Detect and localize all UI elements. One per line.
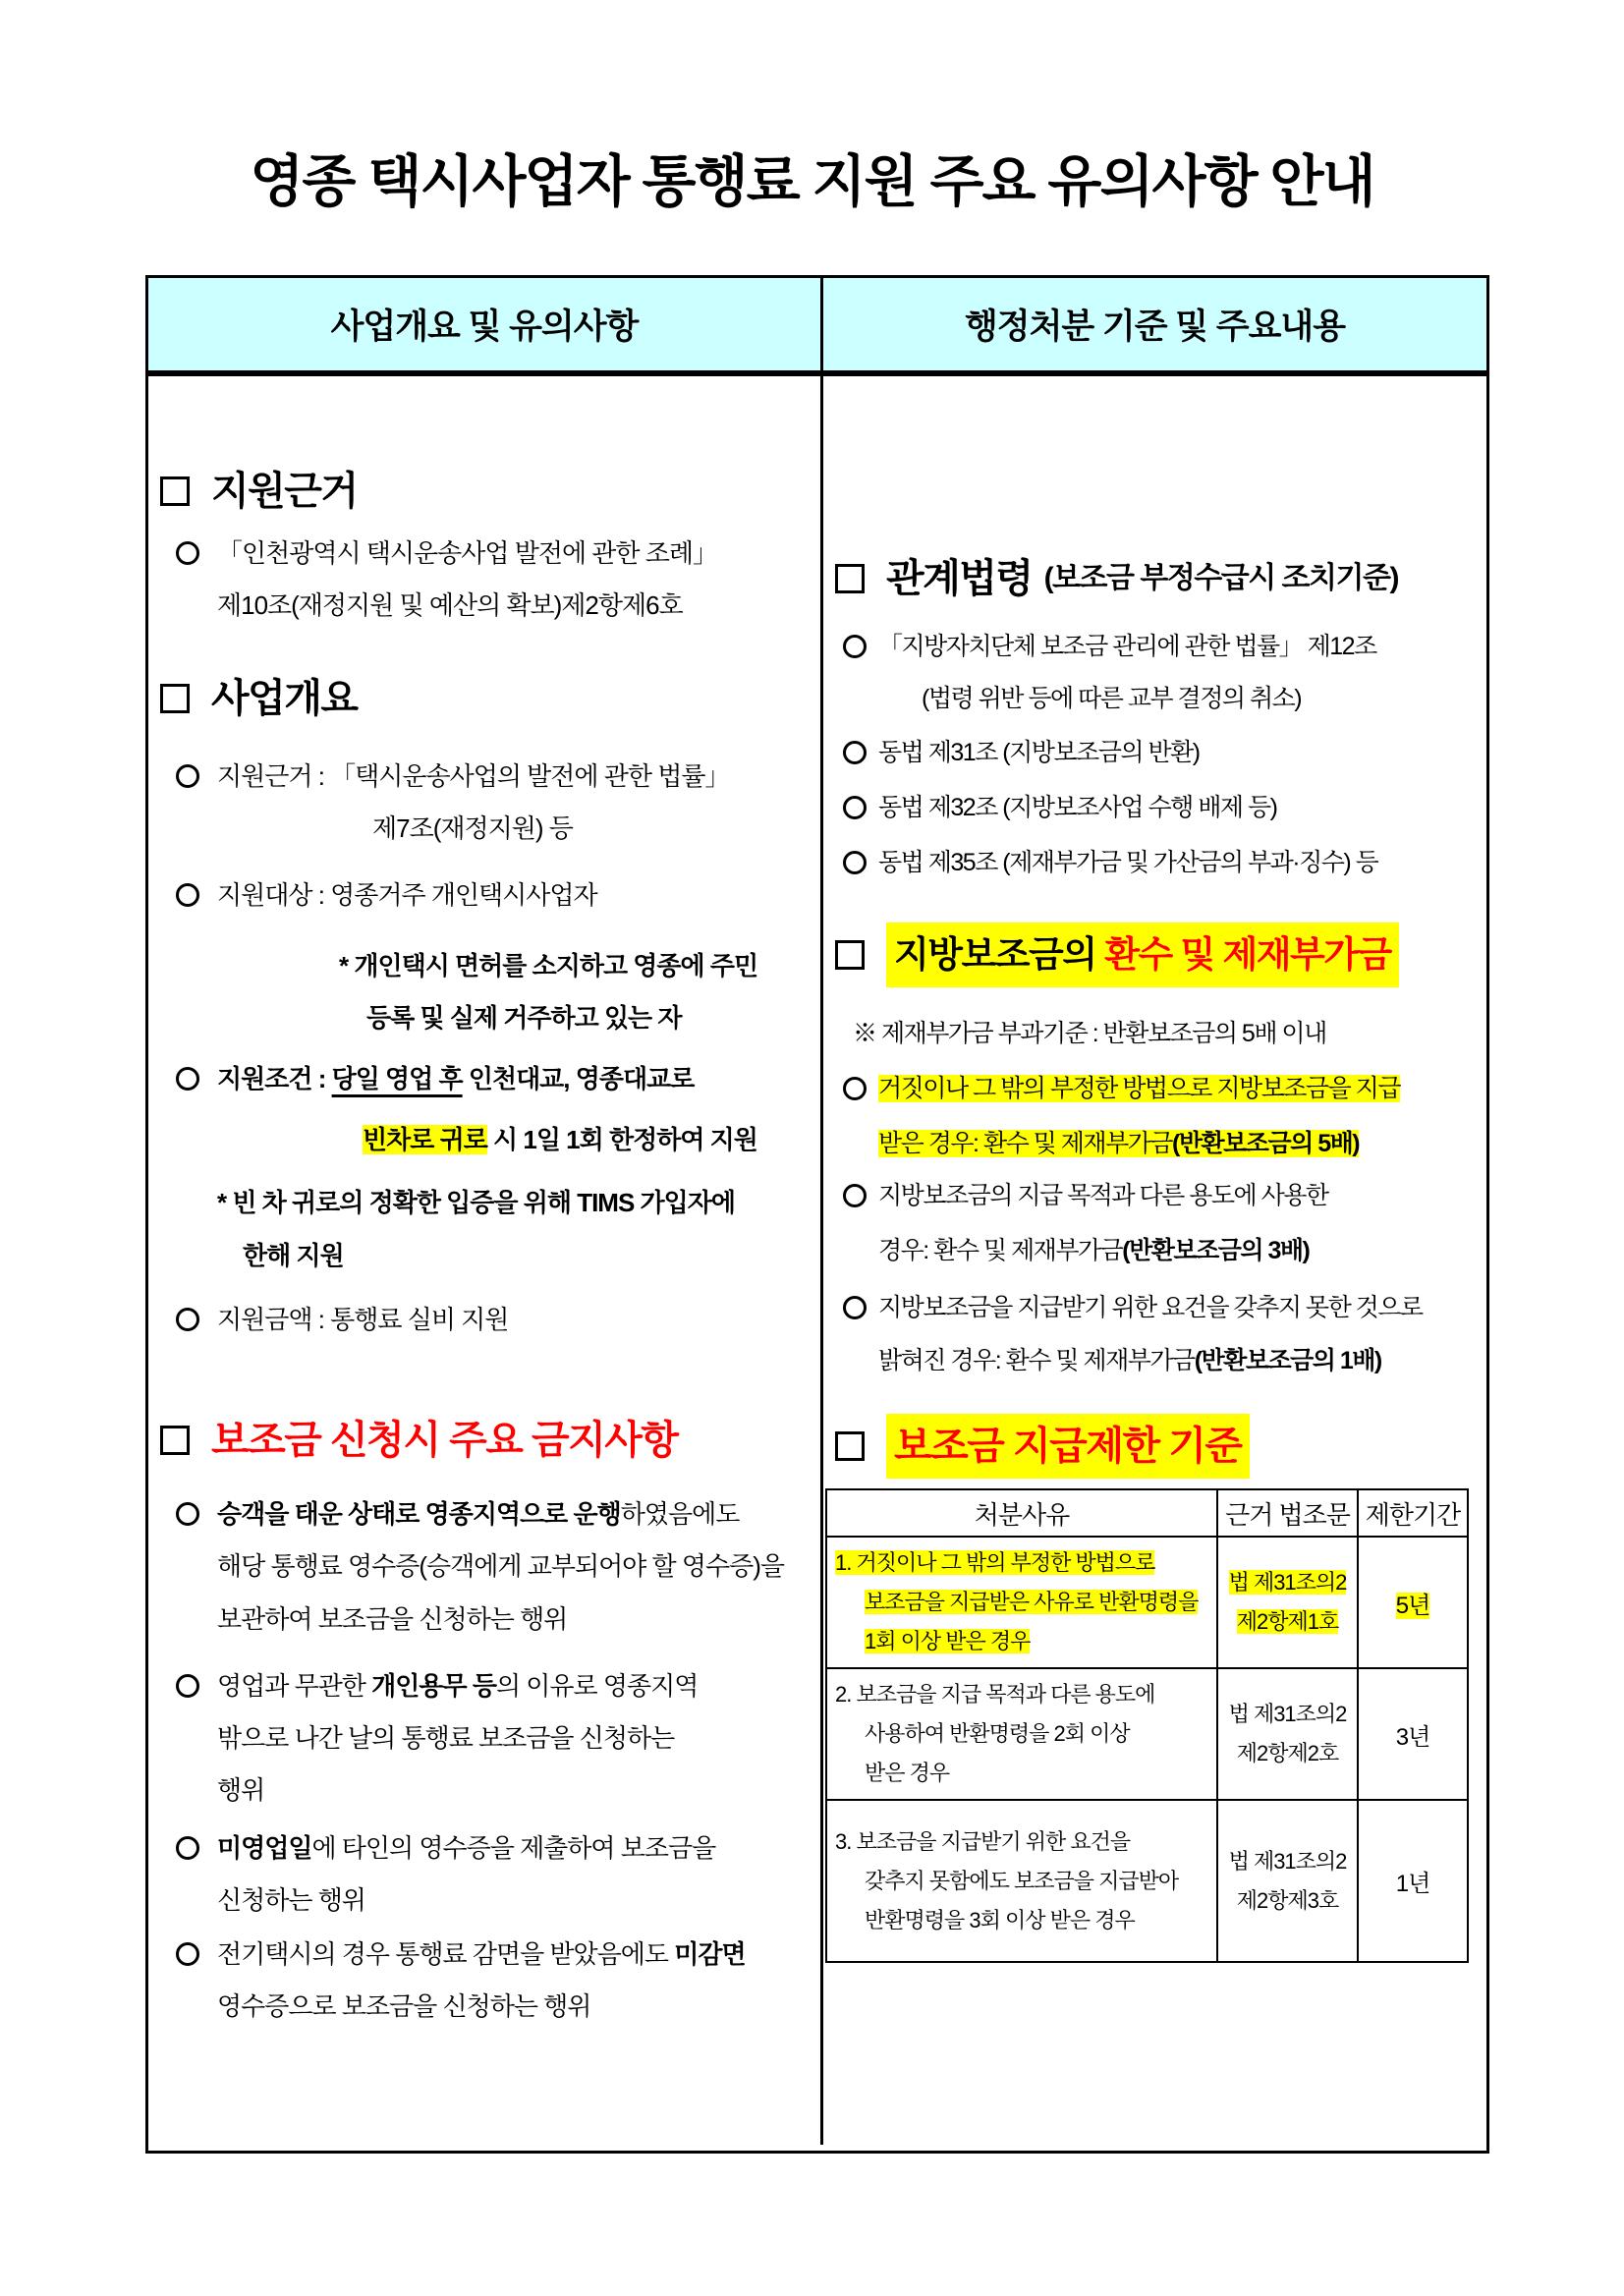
circle-bullet-icon [176, 1674, 199, 1698]
list-item-continuation: 영수증으로 보조금을 신청하는 행위 [217, 1991, 591, 2021]
footnote-continuation: 등록 및 실제 거주하고 있는 자 [366, 1003, 682, 1033]
heading-recovery-penalty [823, 923, 1486, 987]
list-item-text: 동법 제35조 (제재부가금 및 가산금의 부과·징수) 등 [878, 849, 1378, 876]
table-body-row [148, 376, 1486, 2145]
circle-bullet-icon [176, 1942, 199, 1966]
list-item [823, 1063, 1486, 1115]
limit-table-row [826, 1800, 1468, 1962]
list-item [148, 869, 820, 922]
list-item [823, 837, 1486, 889]
list-item-continuation: 밖으로 나간 날의 통행료 보조금을 신청하는 [217, 1723, 675, 1753]
cell-text: 제2항제2호 [1236, 1741, 1339, 1765]
list-item-continuation: 보관하여 보조금을 신청하는 행위 [217, 1604, 568, 1634]
list-item-continuation: 제10조(재정지원 및 예산의 확보)제2항제6호 [217, 590, 683, 620]
circle-bullet-icon [843, 796, 867, 819]
cell-text: 갖추지 못함에도 보조금을 지급받아 [865, 1868, 1179, 1893]
heading-text: 보조금 신청시 주요 금지사항 [211, 1419, 678, 1462]
highlighted-heading-red: 보조금 지급제한 기준 [886, 1414, 1250, 1479]
circle-bullet-icon [176, 1502, 199, 1526]
heading-prohibited-acts [148, 1410, 820, 1471]
highlighted-heading [886, 923, 1399, 987]
list-item-text: 동법 제32조 (지방보조사업 수행 배제 등) [878, 794, 1277, 821]
heading-text: 사업개요 [211, 677, 358, 720]
cell-text: 제2항제1호 [1236, 1609, 1339, 1634]
circle-bullet-icon [843, 1296, 867, 1319]
highlighted-text: 빈차로 귀로 [363, 1125, 487, 1154]
page-title: 영종 택시사업자 통행료 지원 주요 유의사항 안내 [250, 150, 1374, 213]
footnote: * 개인택시 면허를 소지하고 영종에 주민 [339, 951, 758, 980]
cell-text: 법 제31조의2 [1228, 1570, 1347, 1595]
list-item [823, 1282, 1486, 1334]
emphasized-text: 미영업일 [217, 1833, 312, 1863]
list-item-label: 지원조건 : [217, 1064, 332, 1093]
highlighted-text: 받은 경우: 환수 및 제재부가금(반환보조금의 5배) [878, 1130, 1360, 1157]
list-item [823, 727, 1486, 779]
cell-text: 2. 보조금을 지급 목적과 다른 용도에 [835, 1682, 1155, 1707]
cell-text: 제2항제3호 [1236, 1887, 1339, 1913]
footnote-continuation: 한해 지원 [243, 1241, 344, 1270]
header-cell-overview: 사업개요 및 유의사항 [148, 278, 823, 370]
column-header-reason: 처분사유 [826, 1489, 1217, 1537]
circle-bullet-icon [176, 1067, 199, 1091]
list-item-text: 「인천광역시 택시운송사업 발전에 관한 조례」 [217, 538, 717, 568]
circle-bullet-icon [843, 1184, 867, 1207]
list-item-text: 전기택시의 경우 통행료 감면을 받았음에도 [217, 1939, 675, 1969]
circle-bullet-icon [843, 851, 867, 874]
list-item-continuation: (법령 위반 등에 따른 교부 결정의 취소) [922, 685, 1302, 712]
highlighted-text: 거짓이나 그 밖의 부정한 방법으로 지방보조금을 지급 [878, 1075, 1400, 1102]
circle-bullet-icon [176, 541, 199, 565]
list-item [148, 1822, 820, 1875]
cell-text: 받은 경우 [865, 1761, 950, 1785]
column-overview [148, 376, 823, 2145]
heading-text: 관계법령 [886, 557, 1033, 600]
list-item [823, 621, 1486, 673]
list-item-text: 의 이유로 영종지역 [495, 1671, 699, 1701]
payment-limit-table [825, 1488, 1469, 1963]
checkbox-icon [160, 476, 190, 506]
list-item [823, 1170, 1486, 1222]
heading-text: 지원근거 [211, 470, 358, 513]
footnote: * 빈 차 귀로의 정확한 입증을 위해 TIMS 가입자에 [217, 1188, 735, 1217]
list-item-continuation [823, 1118, 1486, 1170]
list-item-continuation: 제7조(재정지원) 등 [372, 813, 573, 843]
cell-text: 3년 [1358, 1668, 1468, 1800]
list-item-text: 지방보조금의 지급 목적과 다른 용도에 사용한 [878, 1182, 1328, 1209]
list-item-text: 영업과 무관한 [217, 1671, 372, 1701]
list-item-text: 시 1일 1회 한정하여 지원 [486, 1125, 757, 1154]
checkbox-icon [835, 940, 865, 970]
list-item [148, 1294, 820, 1346]
heading-payment-limit [823, 1414, 1486, 1479]
cell-text: 1년 [1358, 1800, 1468, 1962]
column-header-basis: 근거 법조문 [1217, 1489, 1358, 1537]
reference-note: ※ 제재부가금 부과기준 : 반환보조금의 5배 이내 [853, 1020, 1326, 1047]
limit-table-header-row [826, 1489, 1468, 1537]
list-item-continuation: 행위 [217, 1775, 265, 1805]
list-item [823, 782, 1486, 834]
heading-related-laws [823, 548, 1486, 609]
emphasized-text: 개인용무 등 [371, 1671, 496, 1701]
circle-bullet-icon [176, 1308, 199, 1331]
cell-text: 보조금을 지급받은 사유로 반환명령을 [865, 1590, 1199, 1614]
header-cell-disposition: 행정처분 기준 및 주요내용 [823, 278, 1486, 370]
circle-bullet-icon [176, 1836, 199, 1860]
column-disposition [823, 376, 1486, 2145]
checkbox-icon [835, 564, 865, 593]
emphasized-text: (반환보조금의 5배) [1172, 1130, 1360, 1157]
list-item [148, 1929, 820, 1981]
cell-text: 5년 [1395, 1592, 1430, 1619]
checkbox-icon [835, 1431, 865, 1461]
heading-project-overview [148, 668, 820, 729]
main-table [145, 275, 1489, 2154]
cell-text: 1회 이상 받은 경우 [865, 1629, 1031, 1653]
list-item-text: 「지방자치단체 보조금 관리에 관한 법률」 제12조 [878, 633, 1376, 660]
list-item-text: 동법 제31조 (지방보조금의 반환) [878, 739, 1200, 766]
list-item-text: 지방보조금을 지급받기 위한 요건을 갖추지 못한 것으로 [878, 1294, 1423, 1321]
heading-support-basis [148, 461, 820, 522]
heading-text-red: 환수 및 제재부가금 [1104, 934, 1391, 975]
table-header-row [148, 278, 1486, 376]
circle-bullet-icon [176, 764, 199, 788]
cell-text: 법 제31조의2 [1228, 1848, 1347, 1874]
list-item-text: 하였음에도 [620, 1499, 740, 1529]
limit-table-row [826, 1668, 1468, 1800]
list-item-text: 인천대교, 영종대교로 [462, 1064, 695, 1093]
circle-bullet-icon [843, 635, 867, 658]
list-item-continuation: 밝혀진 경우: 환수 및 제재부가금(반환보조금의 1배) [878, 1347, 1381, 1374]
limit-table-row [826, 1537, 1468, 1668]
emphasized-text: (반환보조금의 1배) [1194, 1347, 1381, 1374]
heading-text: 지방보조금의 [894, 934, 1105, 975]
column-header-period: 제한기간 [1358, 1489, 1468, 1537]
list-item-text: 지원대상 : 영종거주 개인택시사업자 [217, 880, 597, 910]
list-item-text: 지원근거 : 「택시운송사업의 발전에 관한 법률」 [217, 761, 730, 791]
list-item-continuation [148, 1114, 820, 1166]
list-item-continuation: 해당 통행료 영수증(승객에게 교부되어야 할 영수증)을 [217, 1551, 784, 1581]
list-item [148, 751, 820, 803]
list-item-continuation: 경우: 환수 및 제재부가금(반환보조금의 3배) [878, 1237, 1310, 1264]
list-item-continuation: 신청하는 행위 [217, 1885, 365, 1915]
underlined-text: 당일 영업 후 [331, 1064, 463, 1093]
list-item-text: 지원금액 : 통행료 실비 지원 [217, 1305, 509, 1334]
checkbox-icon [160, 1426, 190, 1455]
cell-text: 3. 보조금을 지급받기 위한 요건을 [835, 1828, 1131, 1854]
emphasized-text: 승객을 태운 상태로 영종지역으로 운행 [217, 1499, 621, 1529]
circle-bullet-icon [176, 883, 199, 907]
list-item [148, 528, 820, 580]
emphasized-text: (반환보조금의 3배) [1122, 1237, 1310, 1264]
list-item-text: 에 타인의 영수증을 제출하여 보조금을 [311, 1833, 716, 1863]
cell-text: 법 제31조의2 [1228, 1702, 1347, 1726]
cell-text: 반환명령을 3회 이상 받은 경우 [865, 1907, 1135, 1932]
list-item [148, 1053, 820, 1105]
cell-text: 1. 거짓이나 그 밖의 부정한 방법으로 [835, 1550, 1155, 1575]
list-item [148, 1488, 820, 1540]
checkbox-icon [160, 684, 190, 713]
cell-text: 사용하여 반환명령을 2회 이상 [865, 1721, 1130, 1746]
emphasized-text: 미감면 [674, 1939, 746, 1969]
list-item [148, 1660, 820, 1712]
circle-bullet-icon [843, 1077, 867, 1100]
heading-subtext: (보조금 부정수급시 조치기준) [1043, 562, 1398, 594]
circle-bullet-icon [843, 741, 867, 764]
